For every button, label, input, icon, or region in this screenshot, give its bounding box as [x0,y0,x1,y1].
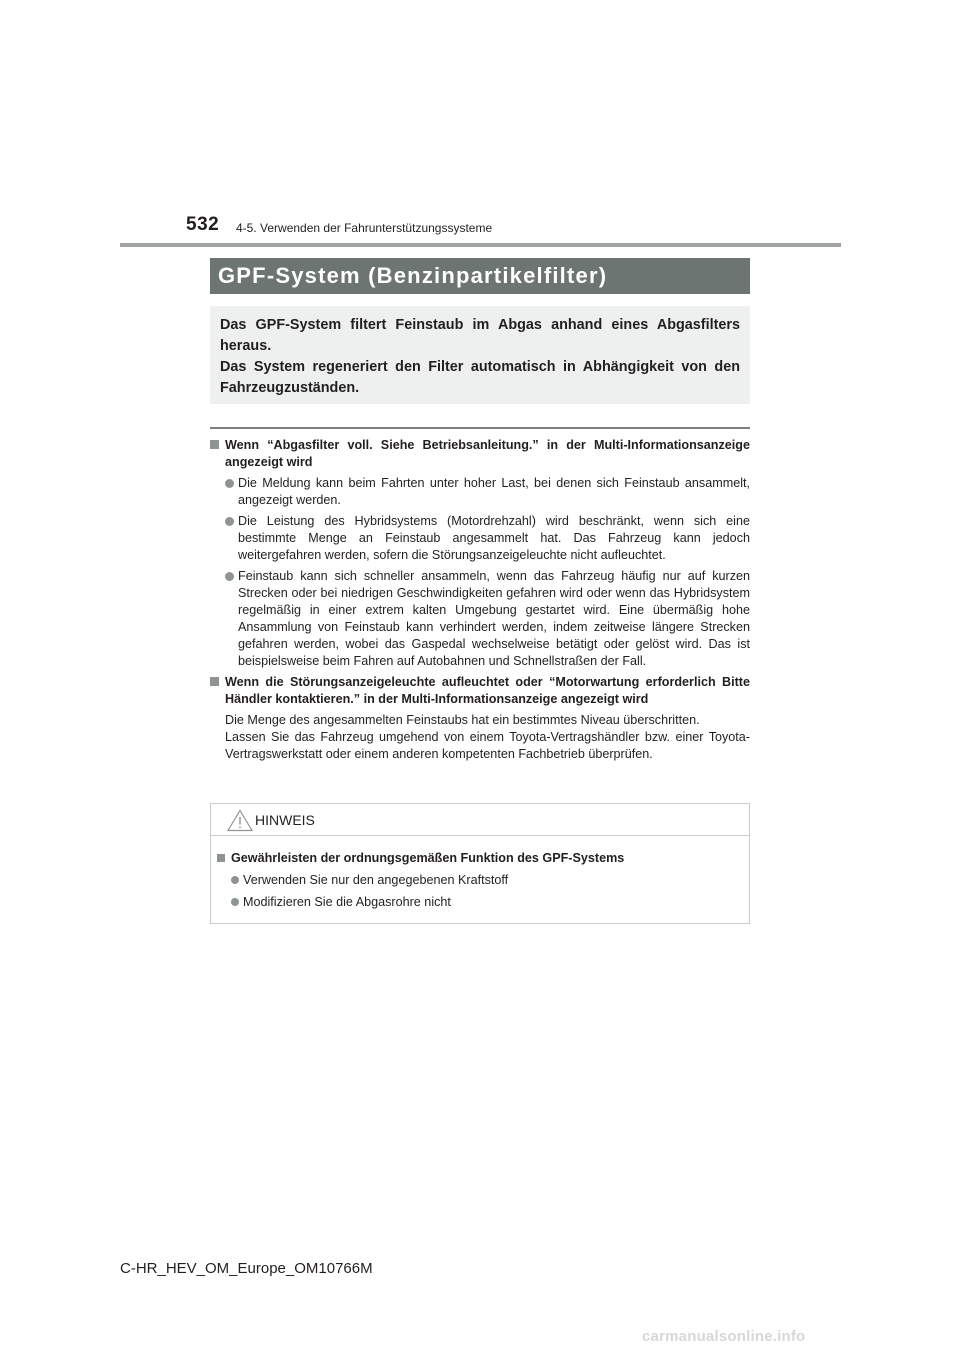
list-item [217,872,739,889]
note-body [211,836,749,911]
list-item-text: Die Leistung des Hybridsystems (Motordrehzahl) wird beschränkt, wenn sich eine bestimmte Menge an Feinstaub angesammelt hat. Das Fahrzeug kann jedoch weitergefahren werden, sofern die Störungsanzeigeleuchte nicht aufleuchtet. [238,514,750,562]
section-paragraph [210,712,750,763]
list-item [217,894,739,911]
note-header [211,804,749,836]
round-bullet-icon [225,572,234,581]
paragraph-line-2: Lassen Sie das Fahrzeug umgehend von einem Toyota-Vertragshändler bzw. einer Toyota-Vertragswerkstatt oder einem anderen kompetenten Fachbetrieb überprüfen. [225,730,750,761]
paragraph-line-1: Die Menge des angesammelten Feinstaubs hat ein bestimmtes Niveau überschritten. [225,713,700,727]
round-bullet-icon [225,479,234,488]
section-heading [210,437,750,471]
content [210,437,750,763]
list-item-text: Feinstaub kann sich schneller ansammeln, wenn das Fahrzeug häufig nur auf kurzen Strecken oder bei niedrigen Geschwindigkeiten gefahren wird oder wenn das Hybridsystem regelmäßig in einer extrem kalten Umgebung gestartet wird. Eine übermäßig hohe Ansammlung von Feinstaub kann verhindert werden, indem zeitweise längere Strecken gefahren werden, wobei das Gaspedal wechselweise betätigt oder gelöst wird. Das ist beispielsweise beim Fahren auf Autobahnen und Schnellstraßen der Fall. [238,569,750,668]
page-number: 532 [186,214,220,235]
note-heading-text: Gewährleisten der ordnungsgemäßen Funktion des GPF-Systems [231,851,625,865]
section-heading-text: Wenn die Störungsanzeigeleuchte aufleuchtet oder “Motorwartung erforderlich Bitte Händler kontaktieren.” in der Multi-Informationsanzeige angezeigt wird [225,675,750,706]
square-bullet-icon [217,854,225,862]
header-rule [120,243,841,247]
round-bullet-icon [225,517,234,526]
watermark: carmanualsonline.info [642,1328,806,1345]
footer-code: C-HR_HEV_OM_Europe_OM10766M [120,1260,373,1277]
warning-triangle-icon [227,809,253,832]
list-item [210,475,750,509]
intro-line-1: Das GPF-System filtert Feinstaub im Abgas anhand eines Abgasfilters heraus. [220,317,740,354]
section-heading [210,674,750,708]
intro-box [210,306,750,404]
square-bullet-icon [210,440,219,449]
note-heading [217,850,739,867]
square-bullet-icon [210,677,219,686]
page-title: GPF-System (Benzinpartikelfilter) [218,263,608,288]
list-item-text: Verwenden Sie nur den angegebenen Kraftstoff [243,873,509,887]
list-item-text: Modifizieren Sie die Abgasrohre nicht [243,895,451,909]
note-title: HINWEIS [255,812,315,828]
section-path: 4-5. Verwenden der Fahrunterstützungssysteme [236,221,493,235]
list-item [210,568,750,670]
title-bar [210,258,750,294]
note-box [210,803,750,924]
round-bullet-icon [231,876,239,884]
list-item [210,513,750,564]
list-item-text: Die Meldung kann beim Fahrten unter hoher Last, bei denen sich Feinstaub ansammelt, angezeigt werden. [238,476,750,507]
intro-rule [210,427,750,429]
intro-line-2: Das System regeneriert den Filter automatisch in Abhängigkeit von den Fahrzeugzuständen. [220,359,740,396]
section-heading-text: Wenn “Abgasfilter voll. Siehe Betriebsanleitung.” in der Multi-Informationsanzeige angezeigt wird [225,438,750,469]
round-bullet-icon [231,898,239,906]
